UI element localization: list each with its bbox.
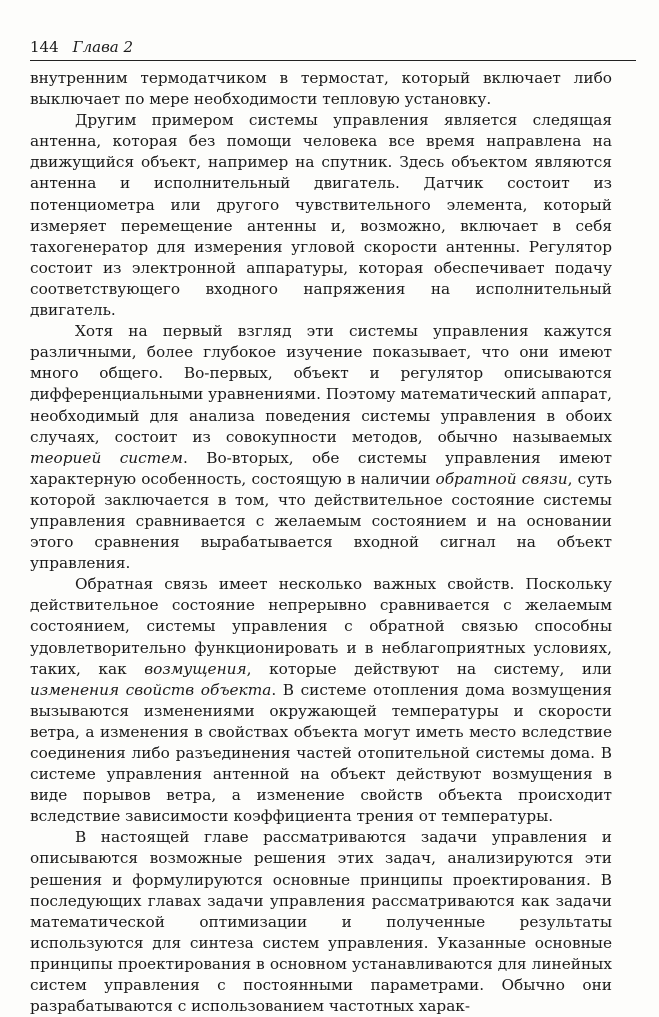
paragraph-5 xyxy=(30,827,612,1017)
text-segment: В настоящей главе рассматриваются задачи управления и описываются возможные решения этих задач, анализируются эти решения и формулируются основные принципы проектирования. В последующих главах задачи управления рассматриваются как задачи математической оптимизации и полученные результаты используются для синтеза систем управления. Указанные основные принципы проектирования в основном устанавливаются для линейных систем управления с постоянными параметрами. Обычно они разрабатываются с использованием частотных харак- xyxy=(30,828,612,1016)
term-disturbances: возмущения xyxy=(144,659,247,678)
paragraph-2 xyxy=(30,110,612,321)
page-body xyxy=(30,68,612,1017)
text-segment: , которые действуют на систему, или xyxy=(246,659,612,678)
text-segment: . В системе отопления дома возмущения вызываются изменениями окружающей температуры и скорости ветра, а изменения в свойствах объекта могут иметь место вследствие соединения либо разъединения частей отопительной системы дома. В системе управления антенной на объект действуют возмущения в виде порывов ветра, а изменение свойств объекта происходит вследствие зависимости коэффициента трения от температуры. xyxy=(30,680,613,826)
term-feedback: обратной связи xyxy=(435,469,568,488)
page-header xyxy=(30,38,629,58)
text-segment: внутренним термодатчиком в термостат, который включает либо выключает по мере необходимости тепловую установку. xyxy=(30,69,612,109)
term-systems-theory: теорией систем xyxy=(30,448,183,467)
text-segment: Хотя на первый взгляд эти системы управления кажутся различными, более глубокое изучение показывает, что они имеют много общего. Во-первых, объект и регулятор описываются дифференциальными уравнениями. Поэтому математический аппарат, необходимый для анализа поведения системы управления в обоих случаях, состоит из совокупности методов, обычно называемых xyxy=(30,322,612,446)
text-segment: Обратная связь имеет несколько важных свойств. Поскольку действительное состояние непрерывно сравнивается с желаемым состоянием, системы управления с обратной связью способны удовлетворительно функционировать и в неблагоприятных условиях, таких, как xyxy=(30,575,612,678)
text-segment: , суть которой заключается в том, что действительное состояние системы управления сравнивается с желаемым состоянием и на основании этого сравнения вырабатывается входной сигнал на объект управления. xyxy=(30,469,612,573)
paragraph-4 xyxy=(30,574,612,827)
page-number: 144 xyxy=(30,38,59,56)
paragraph-3 xyxy=(30,321,612,574)
text-segment: . Во-вторых, обе системы управления имеют характерную особенность, состоящую в наличии xyxy=(30,448,613,488)
text-segment: Другим примером системы управления является следящая антенна, которая без помощи человека все время направлена на движущийся объект, например на спутник. Здесь объектом являются антенна и исполнительный двигатель. Датчик состоит из потенциометра или другого чувствительного элемента, который измеряет перемещение антенны и, возможно, включает в себя тахогенератор для измерения угловой скорости антенны. Регулятор состоит из электронной аппаратуры, которая обеспечивает подачу соответствующего входного напряжения на исполнительный двигатель. xyxy=(30,111,612,320)
chapter-title: Глава 2 xyxy=(72,38,134,56)
term-plant-changes: изменения свойств объекта xyxy=(30,680,272,699)
paragraph-1 xyxy=(30,68,612,110)
header-rule xyxy=(30,60,636,61)
